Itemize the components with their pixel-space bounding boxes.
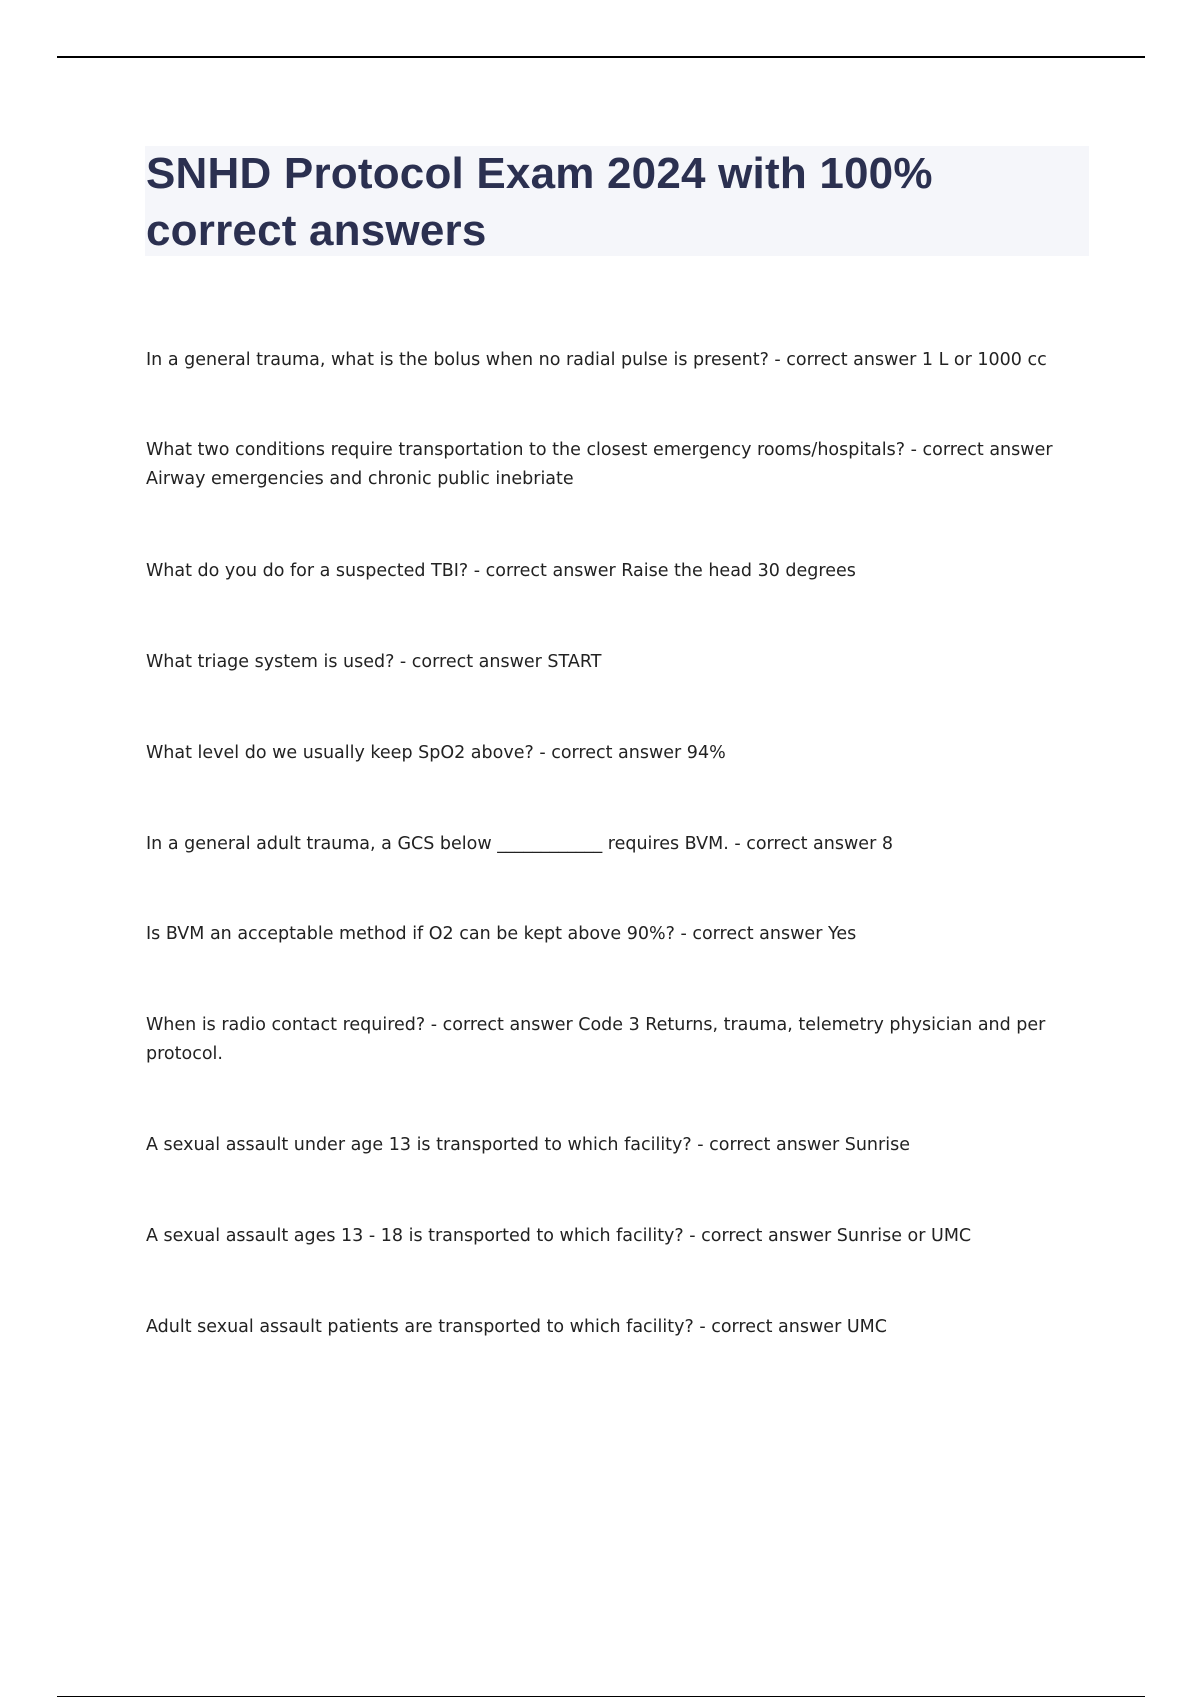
qa-item: A sexual assault ages 13 - 18 is transported to which facility? - correct answer Sunrise or UMC — [146, 1226, 972, 1246]
bottom-divider — [57, 1696, 1145, 1697]
qa-item: What triage system is used? - correct answer START — [146, 652, 602, 672]
qa-item: A sexual assault under age 13 is transported to which facility? - correct answer Sunrise — [146, 1135, 910, 1155]
qa-item: When is radio contact required? - correct answer Code 3 Returns, trauma, telemetry physician and per protocol. — [146, 1015, 1046, 1064]
qa-item: What two conditions require transportation to the closest emergency rooms/hospitals? - correct answer Airway emergencies and chronic public inebriate — [146, 440, 1053, 489]
qa-item: What level do we usually keep SpO2 above? - correct answer 94% — [146, 743, 726, 763]
qa-item: In a general adult trauma, a GCS below ____________ requires BVM. - correct answer 8 — [146, 834, 893, 854]
qa-item: Is BVM an acceptable method if O2 can be kept above 90%? - correct answer Yes — [146, 924, 857, 944]
qa-item: Adult sexual assault patients are transported to which facility? - correct answer UMC — [146, 1317, 887, 1337]
qa-item: What do you do for a suspected TBI? - correct answer Raise the head 30 degrees — [146, 561, 856, 581]
document-title: SNHD Protocol Exam 2024 with 100% correct answers — [146, 149, 933, 255]
qa-item: In a general trauma, what is the bolus when no radial pulse is present? - correct answer 1 L or 1000 cc — [146, 350, 1047, 370]
top-divider — [57, 56, 1145, 58]
